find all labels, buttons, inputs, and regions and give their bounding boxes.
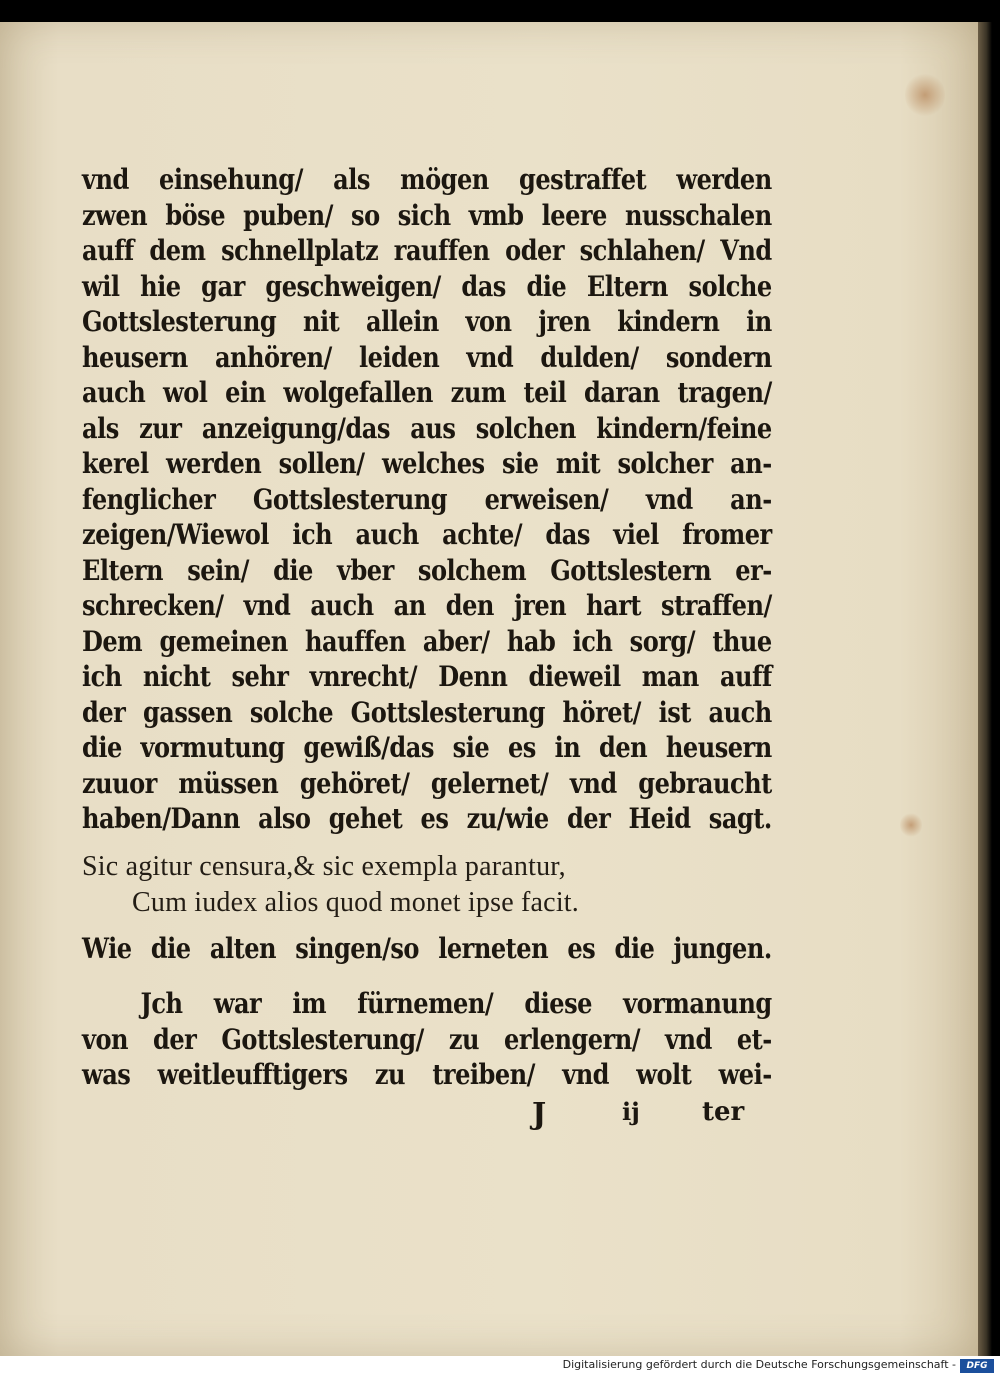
latin-line: Cum iudex alios quod monet ipse facit. xyxy=(132,886,579,918)
text-line: ich nicht sehr vnrecht/ Denn dieweil man auff xyxy=(82,660,772,693)
latin-line: Sic agitur censura,& sic exempla parantur, xyxy=(82,850,566,882)
text-line: Gottslesterung nit allein von jren kindern in xyxy=(82,305,772,338)
text-line: der gassen solche Gottslesterung höret/ ist auch xyxy=(82,695,772,729)
text-line: auff dem schnellplatz rauffen oder schlahen/ Vnd xyxy=(82,234,772,267)
signature-line xyxy=(82,1097,772,1137)
text-line: zwen böse puben/ so sich vmb leere nusschalen xyxy=(82,198,772,232)
page-edge xyxy=(978,22,992,1356)
proverb-line: Wie die alten singen/so lerneten es die jungen. xyxy=(82,931,772,965)
text-line: kerel werden sollen/ welches sie mit solcher an- xyxy=(82,447,772,480)
text-line: haben/Dann also gehet es zu/wie der Heid sagt. xyxy=(82,802,772,835)
text-line: fenglicher Gottslesterung erweisen/ vnd an- xyxy=(82,482,772,516)
paper-stain xyxy=(900,812,922,838)
text-line: wil hie gar geschweigen/ das die Eltern solche xyxy=(82,269,772,303)
page-text xyxy=(82,162,772,1137)
text-line: Eltern sein/ die vber solchem Gottslestern er- xyxy=(82,553,772,587)
footer-bar xyxy=(0,1356,1000,1376)
dfg-logo: DFG xyxy=(960,1359,994,1373)
footer-credit: Digitalisierung gefördert durch die Deutsche Forschungsgemeinschaft - xyxy=(562,1358,956,1371)
text-line: schrecken/ vnd auch an den jren hart straffen/ xyxy=(82,589,772,622)
signature-number: ij xyxy=(622,1096,640,1126)
text-line: als zur anzeigung/das aus solchen kindern/feine xyxy=(82,411,772,445)
text-line: von der Gottslesterung/ zu erlengern/ vnd et- xyxy=(82,1022,772,1056)
signature-mark: J xyxy=(532,1096,547,1132)
catchword: ter xyxy=(702,1096,745,1127)
text-line: die vormutung gewiß/das sie es in den heusern xyxy=(82,731,772,764)
text-line: was weitleufftigers zu treiben/ vnd wolt wei- xyxy=(82,1058,772,1091)
text-line: heusern anhören/ leiden vnd dulden/ sondern xyxy=(82,340,772,374)
text-line: zeigen/Wiewol ich auch achte/ das viel fromer xyxy=(82,518,772,551)
book-page xyxy=(0,22,978,1356)
paper-stain xyxy=(905,72,945,118)
text-line: Jch war im fürnemen/ diese vormanung xyxy=(140,987,772,1020)
paragraph-gap xyxy=(82,966,772,986)
text-line: vnd einsehung/ als mögen gestraffet werden xyxy=(82,163,772,196)
text-line: zuuor müssen gehöret/ gelernet/ vnd gebraucht xyxy=(82,766,772,800)
latin-verse xyxy=(82,849,772,921)
text-line: Dem gemeinen hauffen aber/ hab ich sorg/ thue xyxy=(82,624,772,658)
text-line: auch wol ein wolgefallen zum teil daran tragen/ xyxy=(82,376,772,409)
